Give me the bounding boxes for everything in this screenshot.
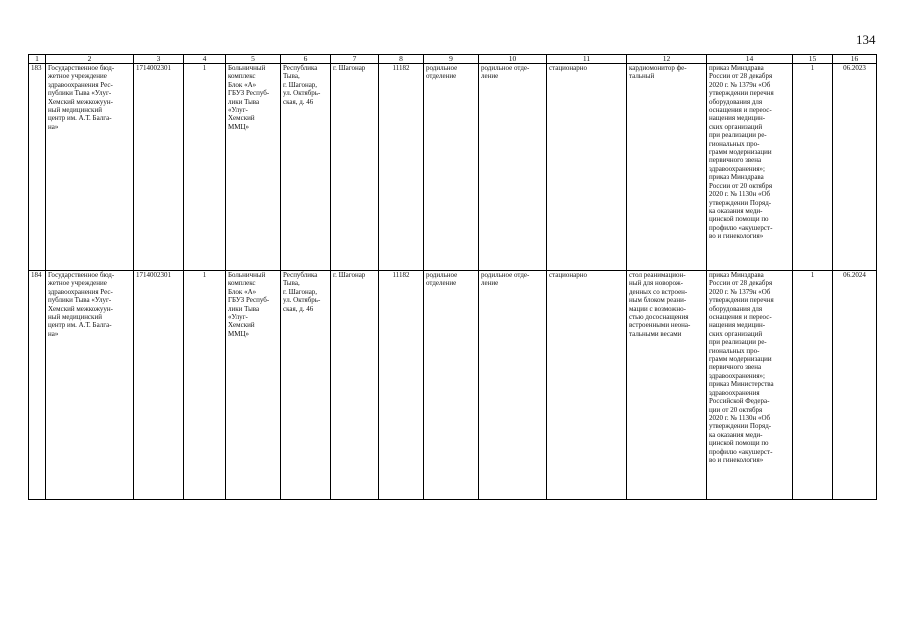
column-number: 2 — [46, 55, 134, 64]
column-number: 16 — [833, 55, 877, 64]
legal-basis: приказ Минздрава России от 28 декабря 2020 г. № 1379н «Об утверждении перечня оборудования для оснащения и переос- нащения медицин- ских организаций при реализации ре- гиональных про- грамм модернизации первичного звена здравоохранения»; приказ Минздрава России от 20 октября 2020 г. № 1130н «Об утверждении Поряд- ка оказания меди- цинской помощи по профилю «акушерст- во и гинекология» — [707, 64, 793, 271]
column-number: 6 — [281, 55, 331, 64]
city: г. Шагонар — [331, 271, 379, 500]
column-number: 3 — [134, 55, 184, 64]
column-number: 12 — [627, 55, 707, 64]
quantity: 1 — [793, 271, 833, 500]
row-number: 184 — [29, 271, 46, 500]
equipment-name: кардиомонитор фе- тальный — [627, 64, 707, 271]
care-conditions: стационарно — [547, 271, 627, 500]
column-number: 8 — [379, 55, 424, 64]
building-name: Больничный комплекс Блок «А» ГБУЗ Респуб- лики Тыва «Улуг- Хемский ММЦ» — [226, 64, 281, 271]
address: Республика Тыва, г. Шагонар, ул. Октябрь- ская, д. 46 — [281, 64, 331, 271]
column-number: 9 — [424, 55, 479, 64]
column-4-value: 1 — [184, 271, 226, 500]
page-number: 134 — [856, 32, 876, 47]
column-8-value: 11182 — [379, 271, 424, 500]
equipment-name: стол реанимацион- ный для новорож- денных со встроен- ным блоком реани- мации с возможно- стью дососнащения встроенными неона- тальными весами — [627, 271, 707, 500]
legal-basis: приказ Минздрава России от 28 декабря 2020 г. № 1379н «Об утверждении перечня оборудования для оснащения и переос- нащения медицин- ских организаций при реализации ре- гиональных про- грамм модернизации первичного звена здравоохранения»; приказ Министерства здравоохранения Российской Федера- ции от 20 октября 2020 г. № 1130н «Об утверждении Поряд- ка оказания меди- цинской помощи по профилю «акушерст- во и гинекология» — [707, 271, 793, 500]
column-number: 11 — [547, 55, 627, 64]
column-number: 7 — [331, 55, 379, 64]
column-4-value: 1 — [184, 64, 226, 271]
city: г. Шагонар — [331, 64, 379, 271]
org-code: 1714002301 — [134, 271, 184, 500]
row-number: 183 — [29, 64, 46, 271]
organization-name: Государственное бюд- жетное учреждение здравоохранения Рес- публики Тыва «Улуг- Хемский межкожуун- ный медицинский центр им. А.Т. Балга- на» — [46, 64, 134, 271]
quantity: 1 — [793, 64, 833, 271]
address: Республика Тыва, г. Шагонар, ул. Октябрь- ская, д. 46 — [281, 271, 331, 500]
department: родильное отделение — [424, 64, 479, 271]
column-number: 10 — [479, 55, 547, 64]
column-number-row — [29, 55, 877, 64]
delivery-date: 06.2023 — [833, 64, 877, 271]
delivery-date: 06.2024 — [833, 271, 877, 500]
column-8-value: 11182 — [379, 64, 424, 271]
column-number: 1 — [29, 55, 46, 64]
table-row — [29, 64, 877, 271]
org-code: 1714002301 — [134, 64, 184, 271]
organization-name: Государственное бюд- жетное учреждение здравоохранения Рес- публики Тыва «Улуг- Хемский межкожуун- ный медицинский центр им. А.Т. Балга- на» — [46, 271, 134, 500]
department: родильное отделение — [424, 271, 479, 500]
column-number: 4 — [184, 55, 226, 64]
care-conditions: стационарно — [547, 64, 627, 271]
column-number: 5 — [226, 55, 281, 64]
department-profile: родильное отде- ление — [479, 271, 547, 500]
department-profile: родильное отде- ление — [479, 64, 547, 271]
column-number: 15 — [793, 55, 833, 64]
column-number: 14 — [707, 55, 793, 64]
equipment-register-table — [28, 54, 877, 500]
building-name: Больничный комплекс Блок «А» ГБУЗ Респуб- лики Тыва «Улуг- Хемский ММЦ» — [226, 271, 281, 500]
table-row — [29, 271, 877, 500]
